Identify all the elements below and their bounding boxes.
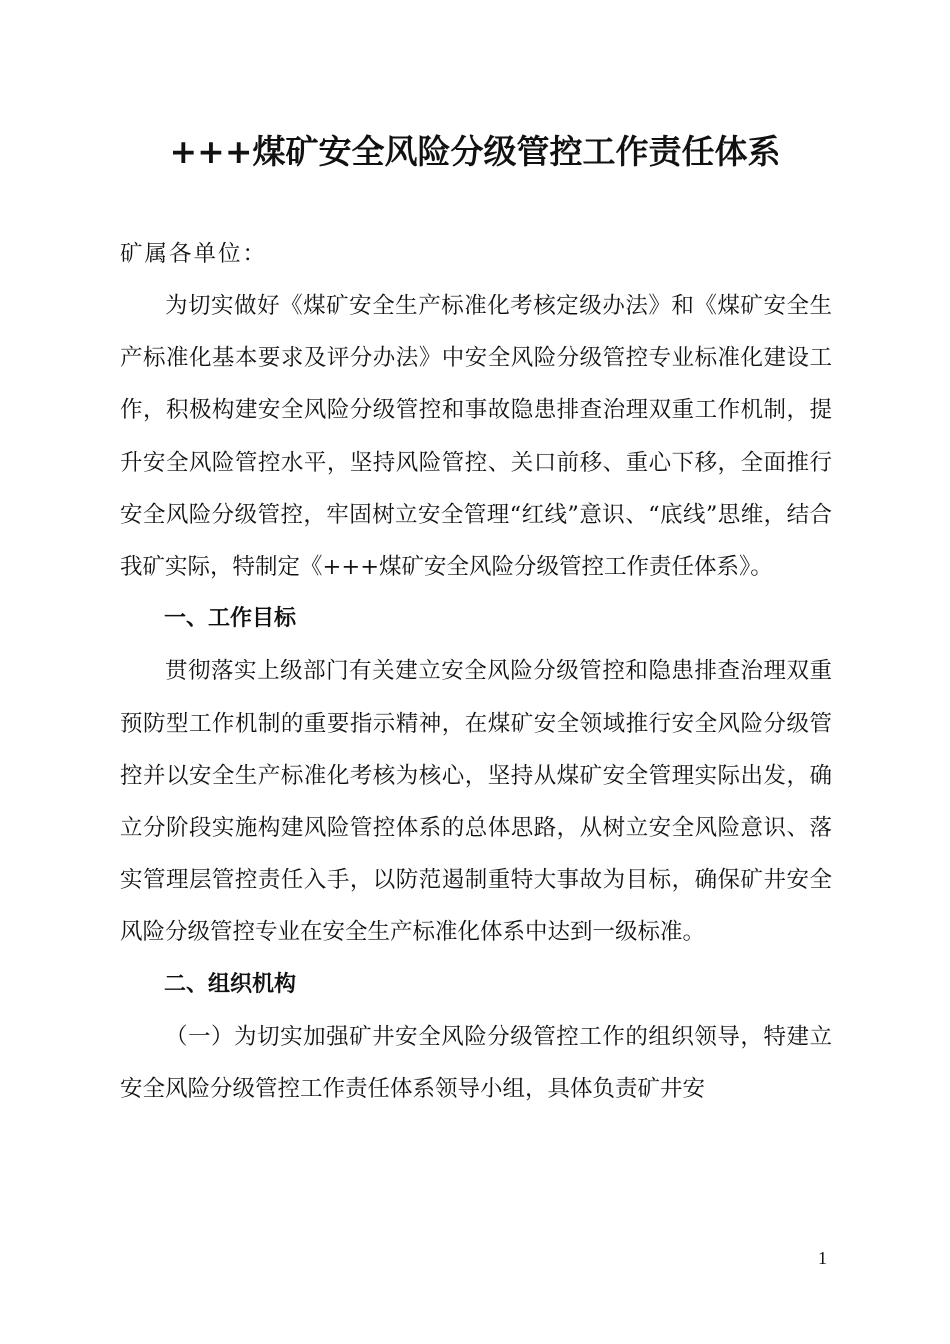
salutation: 矿属各单位： bbox=[120, 241, 268, 267]
document-title: +++煤矿安全风险分级管控工作责任体系 bbox=[169, 132, 781, 171]
intro-paragraph: 为切实做好《煤矿安全生产标准化考核定级办法》和《煤矿安全生产标准化基本要求及评分办法》中安全风险分级管控专业标准化建设工作，积极构建安全风险分级管控和事故隐患排查治理双重工作机制，提升安全风险管控水平，坚持风险管控、关口前移、重心下移，全面推行安全风险分级管控，牢固树立安全管理“红线”意识、“底线”思维，结合我矿实际，特制定《+++煤矿安全风险分级管控工作责任体系》。 bbox=[120, 293, 832, 581]
page-number: 1 bbox=[818, 1248, 827, 1268]
goals-paragraph: 贯彻落实上级部门有关建立安全风险分级管控和隐患排查治理双重预防型工作机制的重要指示精神，在煤矿安全领域推行安全风险分级管控并以安全生产标准化考核为核心，坚持从煤矿安全管理实际出发，确立分阶段实施构建风险管控体系的总体思路，从树立安全风险意识、落实管理层管控责任入手，以防范遏制重特大事故为目标，确保矿井安全风险分级管控专业在安全生产标准化体系中达到一级标准。 bbox=[120, 658, 832, 946]
section-heading-organization: 二、组织机构 bbox=[164, 971, 297, 997]
section-heading-goals: 一、工作目标 bbox=[164, 606, 297, 632]
organization-paragraph: （一）为切实加强矿井安全风险分级管控工作的组织领导，特建立安全风险分级管控工作责任体系领导小组，具体负责矿井安 bbox=[120, 1023, 832, 1103]
document-body bbox=[120, 280, 832, 1115]
